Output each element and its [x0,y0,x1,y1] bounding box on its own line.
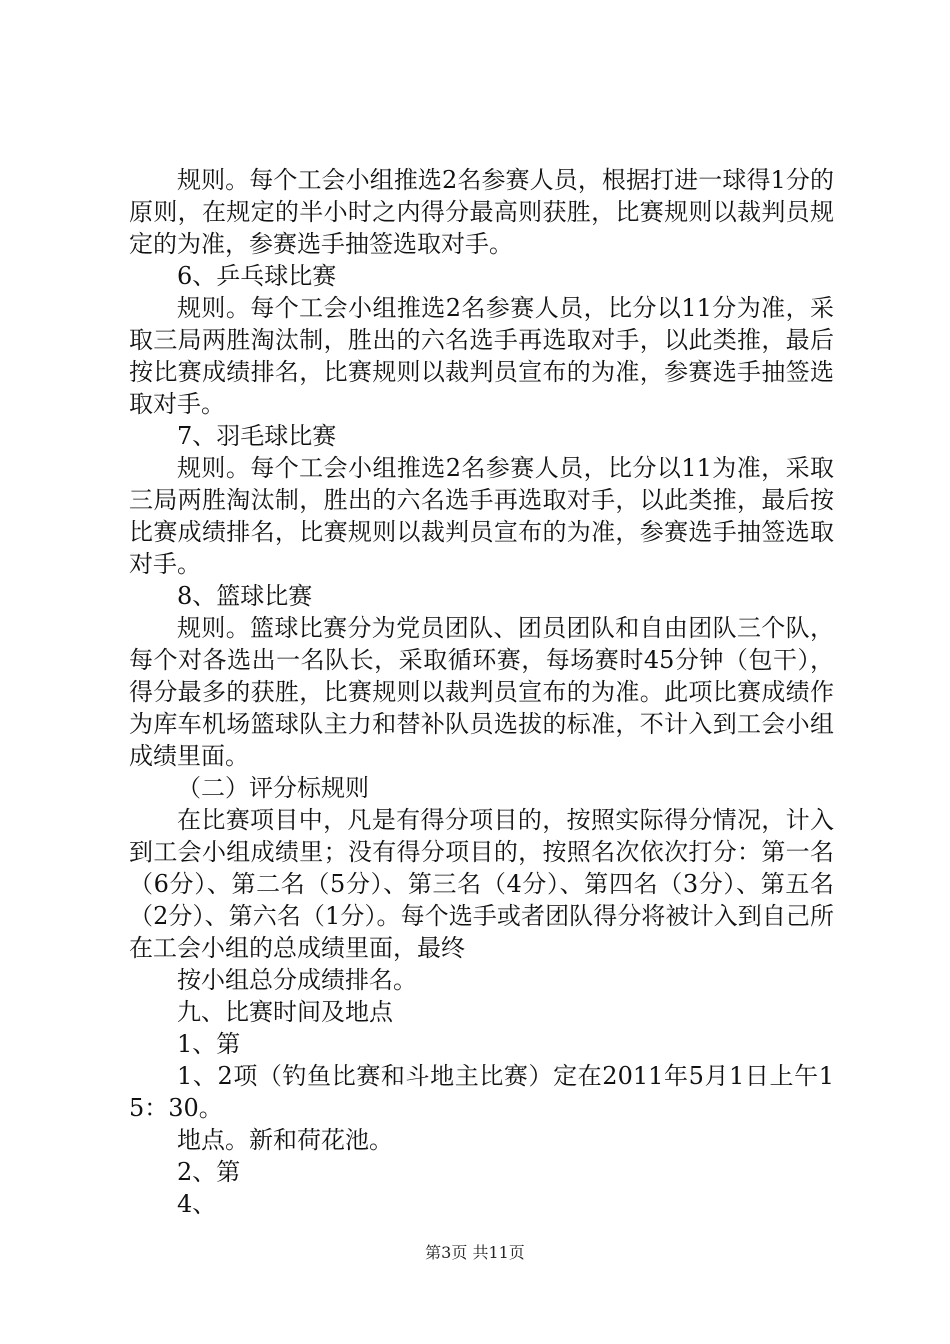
heading-table-tennis: 6、乒乓球比赛 [177,262,337,290]
page-number-footer: 第3页 共11页 [425,1243,525,1262]
paragraph-schedule: 1、2项（钓鱼比赛和斗地主比赛）定在2011年5月1日上午15：30。 [129,1062,834,1122]
document-body [129,164,834,1220]
list-item-2: 2、第 [177,1158,241,1186]
paragraph-basketball-rules: 规则。篮球比赛分为党员团队、团员团队和自由团队三个队，每个对各选出一名队长，采取循环赛，每场赛时45分钟（包干），得分最多的获胜，比赛规则以裁判员宣布的为准。此项比赛成绩作为库车机场篮球队主力和替补队员选拔的标准，不计入到工会小组成绩里面。 [129,614,834,770]
heading-badminton: 7、羽毛球比赛 [177,422,337,450]
paragraph-table-tennis-rules: 规则。每个工会小组推选2名参赛人员，比分以11分为准，采取三局两胜淘汰制，胜出的六名选手再选取对手，以此类推，最后按比赛成绩排名，比赛规则以裁判员宣布的为准，参赛选手抽签选取对手。 [129,294,834,418]
paragraph-location: 地点。新和荷花池。 [177,1126,393,1154]
list-item-1: 1、第 [177,1030,241,1058]
heading-scoring-rules: （二）评分标规则 [177,774,369,802]
paragraph-billiards-rules: 规则。每个工会小组推选2名参赛人员，根据打进一球得1分的原则，在规定的半小时之内得分最高则获胜，比赛规则以裁判员规定的为准，参赛选手抽签选取对手。 [129,166,834,258]
list-item-4: 4、 [177,1190,217,1218]
paragraph-ranking: 按小组总分成绩排名。 [177,966,417,994]
heading-time-and-place: 九、比赛时间及地点 [177,998,393,1026]
paragraph-scoring-rules: 在比赛项目中，凡是有得分项目的，按照实际得分情况，计入到工会小组成绩里；没有得分项目的，按照名次依次打分：第一名（6分）、第二名（5分）、第三名（4分）、第四名（3分）、第五名（2分）、第六名（1分）。每个选手或者团队得分将被计入到自己所在工会小组的总成绩里面，最终 [129,806,834,962]
heading-basketball: 8、篮球比赛 [177,582,313,610]
paragraph-badminton-rules: 规则。每个工会小组推选2名参赛人员，比分以11为准，采取三局两胜淘汰制，胜出的六名选手再选取对手，以此类推，最后按比赛成绩排名，比赛规则以裁判员宣布的为准，参赛选手抽签选取对手。 [129,454,834,578]
